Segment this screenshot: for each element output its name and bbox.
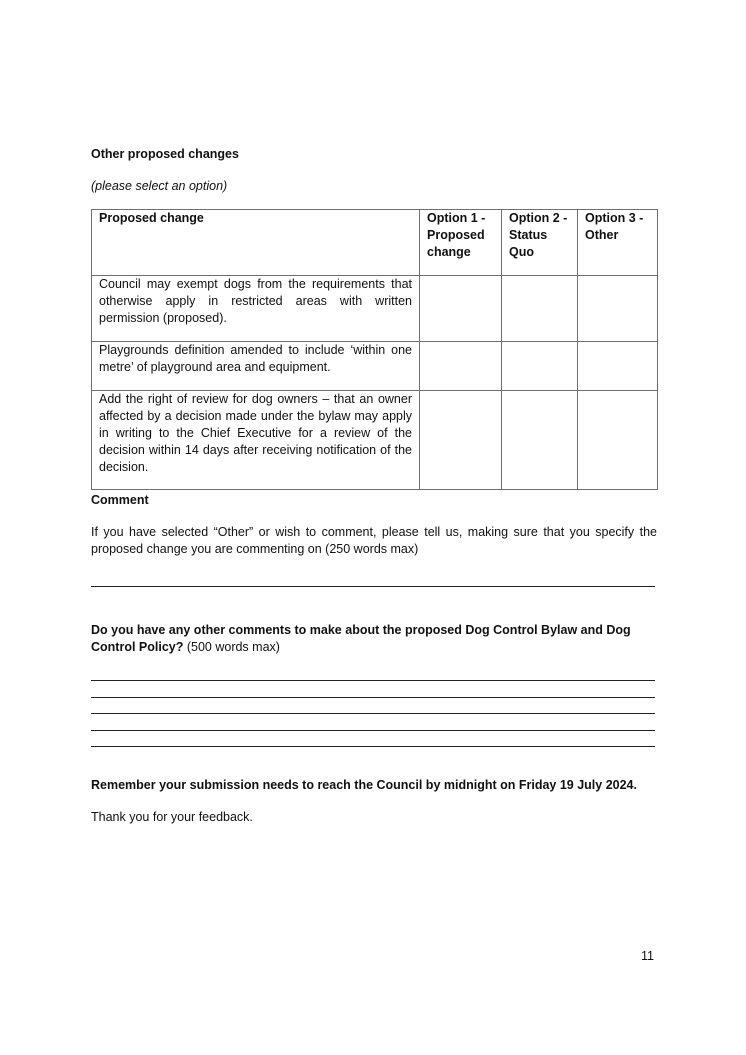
section-heading: Other proposed changes bbox=[91, 147, 239, 161]
comment-answer-line[interactable] bbox=[91, 586, 655, 587]
option-2-cell[interactable] bbox=[502, 342, 578, 391]
other-comments-question-text: Do you have any other comments to make about the proposed Dog Control Bylaw and Dog Control Policy? bbox=[91, 623, 631, 654]
change-description: Council may exempt dogs from the requirements that otherwise apply in restricted areas with written permission (proposed). bbox=[92, 276, 420, 342]
thank-you-note: Thank you for your feedback. bbox=[91, 810, 253, 824]
comment-heading: Comment bbox=[91, 493, 149, 507]
option-2-cell[interactable] bbox=[502, 391, 578, 490]
change-description: Add the right of review for dog owners – that an owner affected by a decision made under the bylaw may apply in writing to the Chief Executive for a review of the decision within 14 days after receiving notification of the decision. bbox=[92, 391, 420, 490]
table-row bbox=[92, 276, 658, 342]
option-3-cell[interactable] bbox=[578, 342, 658, 391]
header-option-3: Option 3 - Other bbox=[578, 210, 658, 276]
header-option-1: Option 1 - Proposed change bbox=[420, 210, 502, 276]
submission-deadline: Remember your submission needs to reach the Council by midnight on Friday 19 July 2024. bbox=[91, 778, 637, 792]
table-row bbox=[92, 391, 658, 490]
select-option-note: (please select an option) bbox=[91, 179, 228, 193]
option-3-cell[interactable] bbox=[578, 391, 658, 490]
word-limit: (500 words max) bbox=[183, 640, 280, 654]
proposed-changes-table bbox=[91, 209, 658, 490]
table-row bbox=[92, 342, 658, 391]
option-3-cell[interactable] bbox=[578, 276, 658, 342]
option-2-cell[interactable] bbox=[502, 276, 578, 342]
header-proposed-change: Proposed change bbox=[92, 210, 420, 276]
answer-line[interactable] bbox=[91, 713, 655, 714]
comment-instructions: If you have selected “Other” or wish to comment, please tell us, making sure that you specify the proposed change you are commenting on (250 words max) bbox=[91, 525, 657, 556]
answer-line[interactable] bbox=[91, 680, 655, 681]
header-option-2: Option 2 - Status Quo bbox=[502, 210, 578, 276]
option-1-cell[interactable] bbox=[420, 391, 502, 490]
option-1-cell[interactable] bbox=[420, 276, 502, 342]
answer-line[interactable] bbox=[91, 730, 655, 731]
answer-line[interactable] bbox=[91, 746, 655, 747]
table-header-row bbox=[92, 210, 658, 276]
page-number: 11 bbox=[641, 949, 654, 963]
change-description: Playgrounds definition amended to include ‘within one metre’ of playground area and equipment. bbox=[92, 342, 420, 391]
option-1-cell[interactable] bbox=[420, 342, 502, 391]
other-comments-question bbox=[91, 622, 657, 656]
answer-line[interactable] bbox=[91, 697, 655, 698]
